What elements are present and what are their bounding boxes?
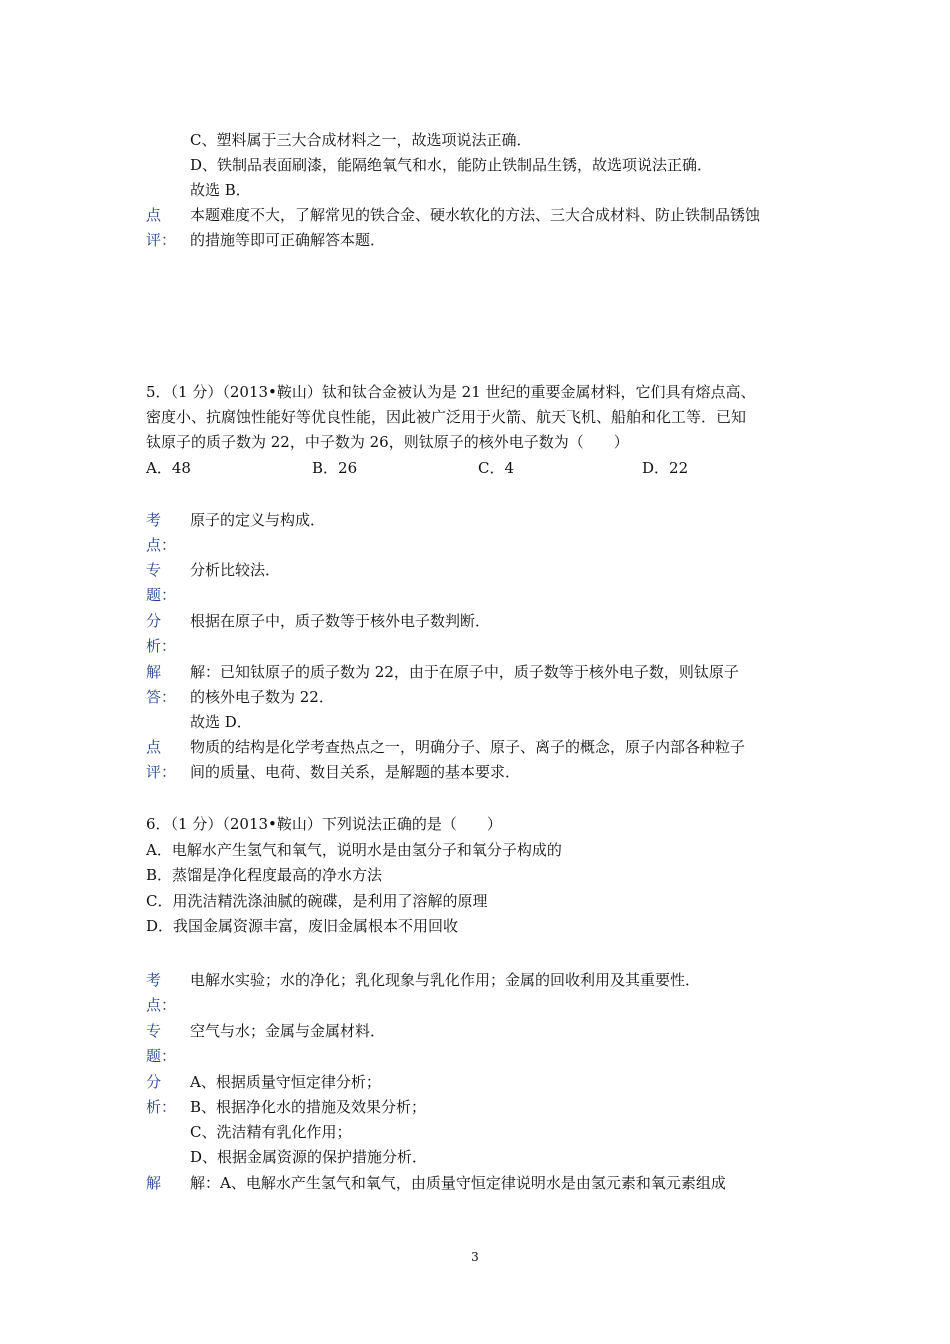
fenxi-label: 分 <box>146 1073 162 1091</box>
comment-label: 评： <box>146 231 177 249</box>
zhuanti-label: 专 <box>146 1022 162 1040</box>
fenxi-label: 析： <box>146 637 177 655</box>
zhuanti-label: 题： <box>146 1047 177 1065</box>
answer-line-d: D、铁制品表面刷漆，能隔绝氧气和水，能防止铁制品生锈，故选项说法正确． <box>190 156 713 174</box>
jieda-text: 故选 D． <box>190 713 252 731</box>
kaodian-label: 考 <box>146 971 162 989</box>
kaodian-label: 点： <box>146 536 177 554</box>
q5-option-d: D．22 <box>642 459 689 477</box>
dianping-text: 物质的结构是化学考查热点之一，明确分子、原子、离子的概念，原子内部各种粒子 <box>190 738 746 756</box>
kaodian-label: 点： <box>146 996 177 1014</box>
fenxi-text: A、根据质量守恒定律分析； <box>190 1073 381 1091</box>
zhuanti-text: 空气与水；金属与金属材料． <box>190 1022 386 1040</box>
fenxi-text: C、洗洁精有乳化作用； <box>190 1123 352 1141</box>
fenxi-text: 根据在原子中，质子数等于核外电子数判断． <box>190 612 491 630</box>
answer-line-c: C、塑料属于三大合成材料之一，故选项说法正确． <box>190 131 532 149</box>
kaodian-label: 考 <box>146 511 162 529</box>
page-number: 3 <box>471 1250 479 1264</box>
jieda-label: 解 <box>146 1174 162 1192</box>
comment-text: 本题难度不大，了解常见的铁合金、硬水软化的方法、三大合成材料、防止铁制品锈蚀 <box>190 206 761 224</box>
fenxi-label: 分 <box>146 612 162 630</box>
jieda-text: 的核外电子数为 22． <box>190 688 334 706</box>
q6-stem: 6．（1 分）（2013•鞍山）下列说法正确的是（ ） <box>146 815 502 833</box>
q5-option-b: B．26 <box>312 459 358 477</box>
dianping-label: 点 <box>146 738 162 756</box>
q5-stem: 5．（1 分）（2013•鞍山）钛和钛合金被认为是 21 世纪的重要金属材料，它们具有熔点高、 <box>146 383 756 401</box>
comment-label: 点 <box>146 206 162 224</box>
zhuanti-label: 题： <box>146 586 177 604</box>
dianping-text: 间的质量、电荷、数目关系，是解题的基本要求． <box>190 763 521 781</box>
zhuanti-label: 专 <box>146 561 162 579</box>
q5-stem: 钛原子的质子数为 22，中子数为 26，则钛原子的核外电子数为（ ） <box>146 433 629 451</box>
fenxi-label: 析： <box>146 1098 177 1116</box>
jieda-text: 解：已知钛原子的质子数为 22，由于在原子中，质子数等于核外电子数，则钛原子 <box>190 663 739 681</box>
q6-option-d: D．我国金属资源丰富，废旧金属根本不用回收 <box>146 917 459 935</box>
q5-option-c: C．4 <box>478 459 515 477</box>
zhuanti-text: 分析比较法． <box>190 561 281 579</box>
q5-stem: 密度小、抗腐蚀性能好等优良性能，因此被广泛用于火箭、航天飞机、船舶和化工等．已知 <box>146 408 747 426</box>
q6-option-c: C．用洗洁精洗涤油腻的碗碟，是利用了溶解的原理 <box>146 892 488 910</box>
jieda-label: 答： <box>146 688 177 706</box>
q6-option-b: B．蒸馏是净化程度最高的净水方法 <box>146 866 383 884</box>
kaodian-text: 原子的定义与构成． <box>190 511 326 529</box>
jieda-text: 解：A、电解水产生氢气和氧气，由质量守恒定律说明水是由氢元素和氧元素组成 <box>190 1174 726 1192</box>
jieda-label: 解 <box>146 663 162 681</box>
kaodian-text: 电解水实验；水的净化；乳化现象与乳化作用；金属的回收利用及其重要性． <box>190 971 701 989</box>
fenxi-text: D、根据金属资源的保护措施分析． <box>190 1148 428 1166</box>
answer-choice: 故选 B． <box>190 181 251 199</box>
q6-option-a: A．电解水产生氢气和氧气，说明水是由氢分子和氧分子构成的 <box>146 841 562 859</box>
fenxi-text: B、根据净化水的措施及效果分析； <box>190 1098 427 1116</box>
q5-option-a: A．48 <box>146 459 191 477</box>
comment-text: 的措施等即可正确解答本题． <box>190 231 386 249</box>
dianping-label: 评： <box>146 763 177 781</box>
